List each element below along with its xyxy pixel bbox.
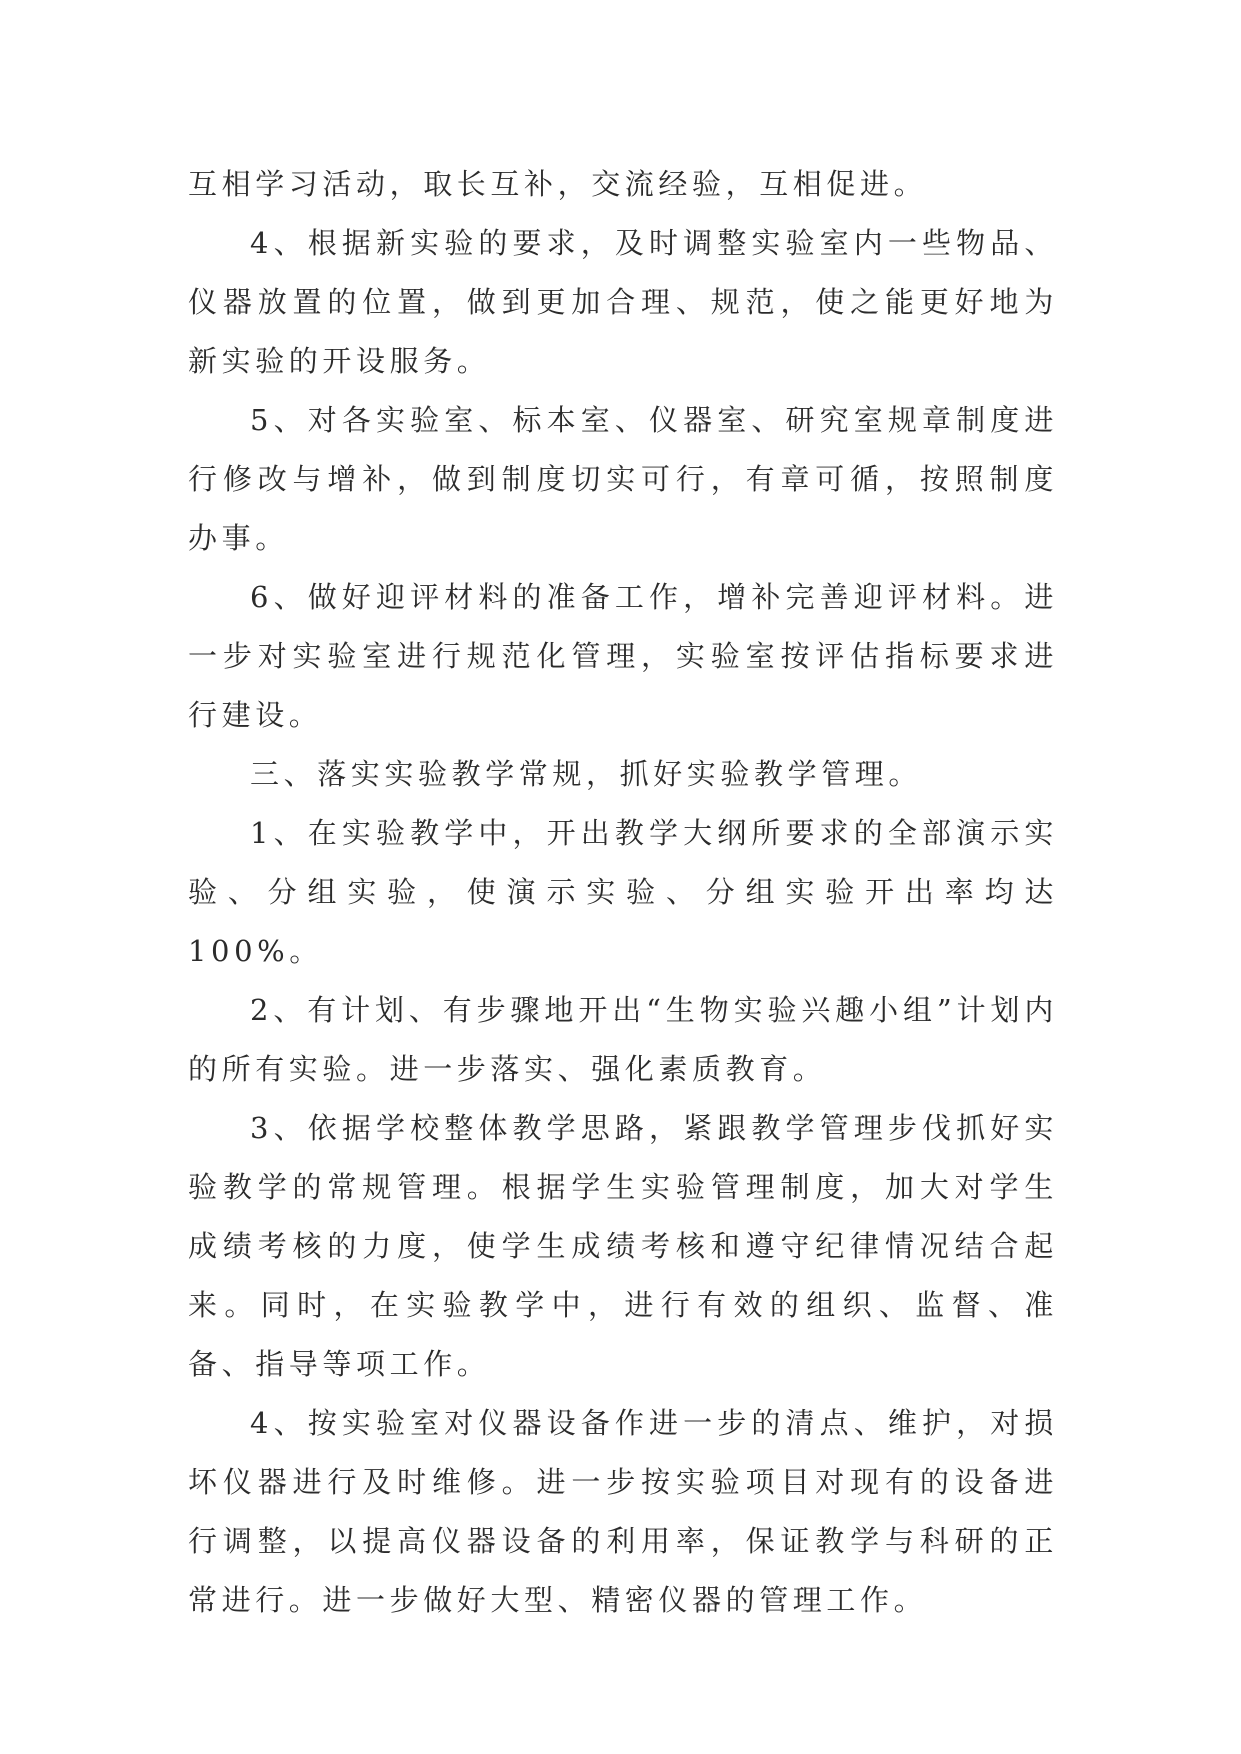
paragraph-item-1-experiments: 1、在实验教学中，开出教学大纲所要求的全部演示实验、分组实验，使演示实验、分组实验开出率均达100%。 [188,816,1058,968]
paragraph-item-5-regulations: 5、对各实验室、标本室、仪器室、研究室规章制度进行修改与增补，做到制度切实可行，有章可循，按照制度办事。 [188,403,1058,555]
paragraph-item-3-routine-management: 3、依据学校整体教学思路，紧跟教学管理步伐抓好实验教学的常规管理。根据学生实验管理制度，加大对学生成绩考核的力度，使学生成绩考核和遵守纪律情况结合起来。同时，在实验教学中，进行有效的组织、监督、准备、指导等项工作。 [188,1111,1058,1381]
paragraph-continuation: 互相学习活动，取长互补，交流经验，互相促进。 [188,167,928,201]
section-heading-three: 三、落实实验教学常规，抓好实验教学管理。 [250,757,923,791]
paragraph-item-6-evaluation-materials: 6、做好迎评材料的准备工作，增补完善迎评材料。进一步对实验室进行规范化管理，实验室按评估指标要求进行建设。 [188,580,1058,732]
paragraph-item-2-interest-group: 2、有计划、有步骤地开出“生物实验兴趣小组”计划内的所有实验。进一步落实、强化素质教育。 [188,993,1058,1086]
paragraph-item-4-adjust-placement: 4、根据新实验的要求，及时调整实验室内一些物品、仪器放置的位置，做到更加合理、规范，使之能更好地为新实验的开设服务。 [188,226,1058,378]
paragraph-item-4-equipment-maintenance: 4、按实验室对仪器设备作进一步的清点、维护，对损坏仪器进行及时维修。进一步按实验项目对现有的设备进行调整，以提高仪器设备的利用率，保证教学与科研的正常进行。进一步做好大型、精密仪器的管理工作。 [188,1406,1058,1617]
document-body [188,155,1058,1630]
